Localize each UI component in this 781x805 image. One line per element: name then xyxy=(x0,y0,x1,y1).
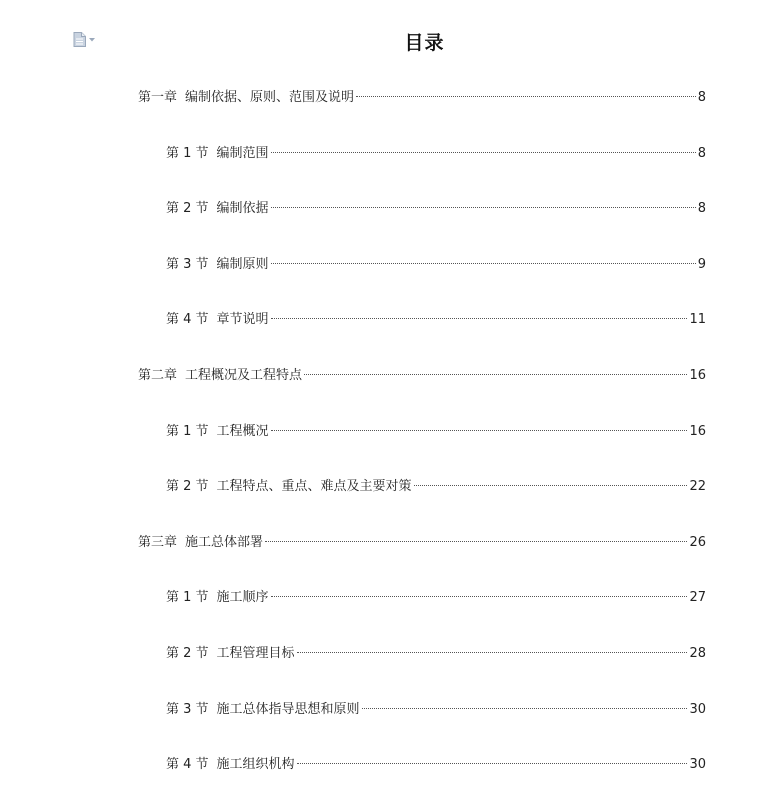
toc-entry-text: 施工组织机构 xyxy=(216,757,295,773)
toc-entry-text: 编制依据、原则、范围及说明 xyxy=(185,90,355,105)
toc-entry-text: 编制依据 xyxy=(216,201,269,217)
toc-entry-number: 第一章 xyxy=(138,90,178,105)
toc-entry-label xyxy=(166,256,269,274)
toc-page-number: 30 xyxy=(689,757,706,773)
toc-entry-number: 第 1 节 xyxy=(166,423,209,439)
dot-leader xyxy=(271,152,696,153)
toc-page-number: 8 xyxy=(697,90,706,105)
toc-section-entry[interactable] xyxy=(166,589,706,607)
toc-entry-text: 施工顺序 xyxy=(216,590,269,606)
toc-entry-text: 编制范围 xyxy=(216,145,269,161)
toc-entry-number: 第 4 节 xyxy=(166,757,209,773)
toc-page-number: 16 xyxy=(689,368,706,383)
toc-page-number: 26 xyxy=(689,534,706,550)
toc-chapter-entry[interactable] xyxy=(138,367,706,385)
toc-section-entry[interactable] xyxy=(166,756,706,774)
toc-entry-text: 工程特点、重点、难点及主要对策 xyxy=(216,479,412,495)
toc-entry-label xyxy=(166,423,269,441)
toc-page-number: 30 xyxy=(689,701,706,717)
dot-leader xyxy=(414,485,688,486)
dot-leader xyxy=(271,318,688,319)
dot-leader xyxy=(271,430,688,431)
toc-section-entry[interactable] xyxy=(166,145,706,163)
toc-entry-label xyxy=(166,145,269,163)
toc-page-number: 22 xyxy=(689,479,706,495)
toc-section-entry[interactable] xyxy=(166,645,706,663)
toc-page-number: 9 xyxy=(697,256,706,272)
toc-entry-number: 第 4 节 xyxy=(166,312,209,328)
toc-chapter-entry[interactable] xyxy=(138,534,706,552)
toc-entry-number: 第 3 节 xyxy=(166,701,209,717)
toc-entry-label xyxy=(166,311,269,329)
toc-entry-text: 编制原则 xyxy=(216,256,269,272)
toc-entry-number: 第 3 节 xyxy=(166,256,209,272)
toc-entry-label xyxy=(166,200,269,218)
dot-leader xyxy=(362,708,688,709)
toc-entry-number: 第 2 节 xyxy=(166,479,209,495)
toc-chapter-entry[interactable] xyxy=(138,89,706,107)
toc-section-entry[interactable] xyxy=(166,256,706,274)
toc-entry-number: 第 1 节 xyxy=(166,590,209,606)
toc-section-entry[interactable] xyxy=(166,423,706,441)
toc-entry-number: 第二章 xyxy=(138,368,178,383)
toc-section-entry[interactable] xyxy=(166,701,706,719)
toc-entry-label xyxy=(138,367,302,385)
toc-entry-text: 工程管理目标 xyxy=(216,646,295,661)
toc-entry-text: 工程概况及工程特点 xyxy=(185,368,303,383)
toc-page-number: 8 xyxy=(697,145,706,161)
toc-section-entry[interactable] xyxy=(166,200,706,218)
toc-entry-text: 施工总体部署 xyxy=(185,534,264,550)
toc-page-number: 8 xyxy=(697,201,706,217)
toc-entry-text: 章节说明 xyxy=(216,312,269,328)
toc-title: 目录 xyxy=(404,32,445,54)
dot-leader xyxy=(271,596,688,597)
toc-section-entry[interactable] xyxy=(166,478,706,496)
toc-page-number: 16 xyxy=(689,423,706,439)
toc-entry-text: 施工总体指导思想和原则 xyxy=(216,701,360,717)
dot-leader xyxy=(265,541,687,542)
toc-entry-label xyxy=(166,589,269,607)
dot-leader xyxy=(271,263,696,264)
toc-entry-label xyxy=(166,645,295,663)
toc-entry-number: 第 2 节 xyxy=(166,201,209,217)
dot-leader xyxy=(356,96,696,97)
toc-entry-text: 工程概况 xyxy=(216,423,269,439)
toc-entry-number: 第 2 节 xyxy=(166,646,209,661)
toc-entry-label xyxy=(166,756,295,774)
dot-leader xyxy=(297,652,688,653)
toc-entry-number: 第 1 节 xyxy=(166,145,209,161)
dot-leader xyxy=(304,374,687,375)
toc-entry-number: 第三章 xyxy=(138,534,178,550)
dot-leader xyxy=(271,207,696,208)
dot-leader xyxy=(297,763,688,764)
toc-entry-label xyxy=(138,89,354,107)
toc-page-number: 27 xyxy=(689,590,706,606)
toc-entry-label xyxy=(138,534,263,552)
toc-section-entry[interactable] xyxy=(166,311,706,329)
toc-entry-label xyxy=(166,701,360,719)
toc-entry-label xyxy=(166,478,412,496)
toc-page-number: 28 xyxy=(689,646,706,661)
toc-page-number: 11 xyxy=(689,312,706,328)
